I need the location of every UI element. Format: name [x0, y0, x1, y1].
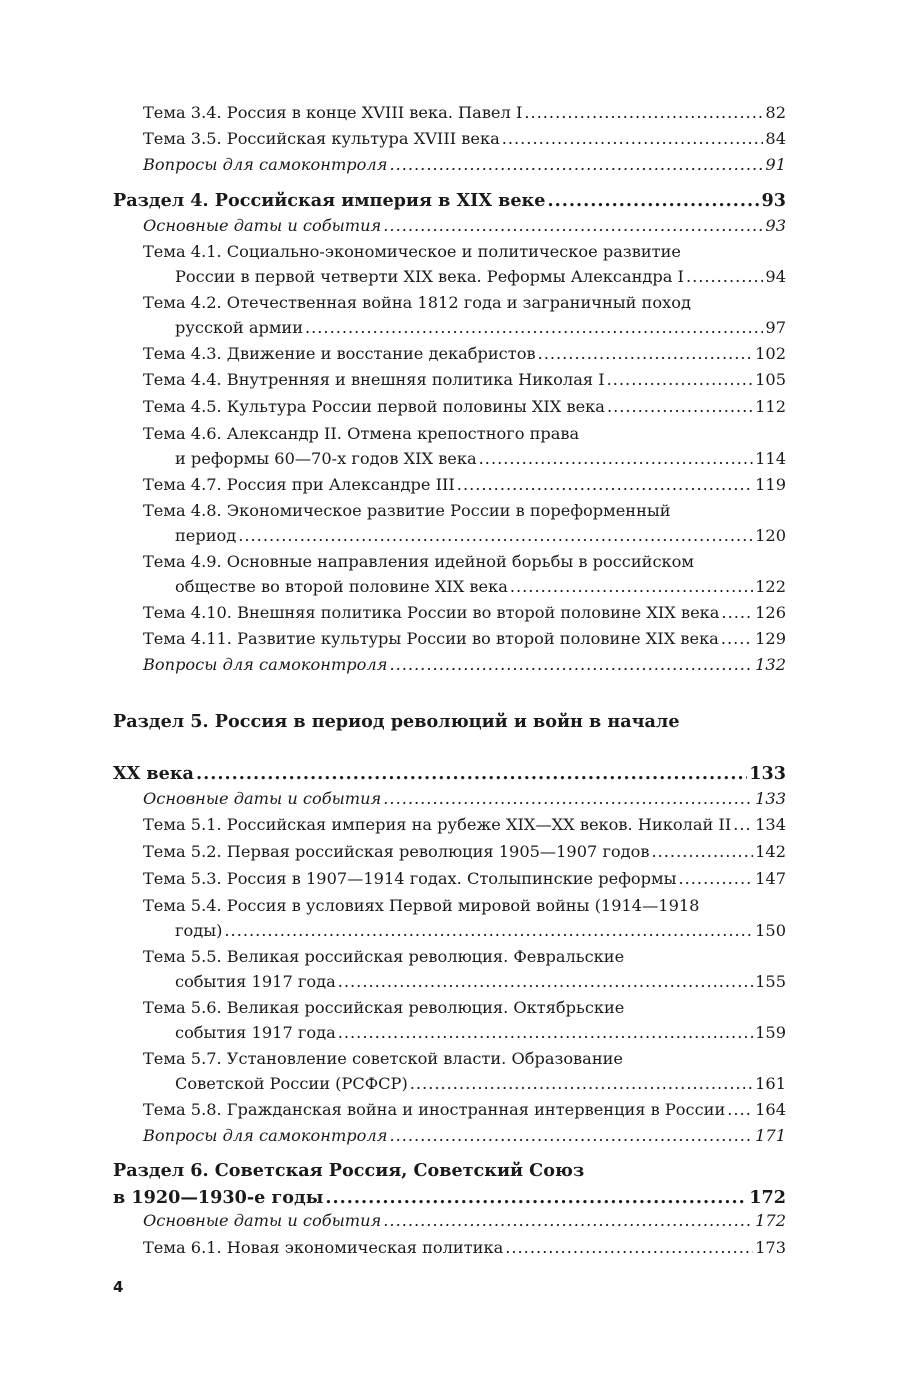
dot-leader — [502, 126, 764, 151]
dot-leader — [733, 812, 753, 837]
toc-line — [113, 446, 786, 471]
dot-leader — [721, 626, 753, 651]
toc-topic[interactable] — [113, 944, 786, 994]
table-of-contents — [113, 0, 786, 1382]
toc-line — [113, 290, 786, 315]
toc-topic[interactable] — [113, 600, 786, 625]
toc-page-number: 120 — [755, 526, 786, 545]
toc-entry-title: Тема 3.4. Россия в конце XVIII века. Павел I — [143, 103, 523, 122]
toc-line — [113, 1184, 786, 1211]
toc-page-number: 102 — [755, 344, 786, 363]
toc-page-number: 150 — [755, 921, 786, 940]
toc-line — [113, 1046, 786, 1071]
toc-line — [113, 944, 786, 969]
toc-topic[interactable] — [113, 995, 786, 1045]
toc-topic[interactable] — [113, 421, 786, 471]
toc-entry-title: русской армии — [175, 318, 303, 337]
dot-leader — [652, 839, 754, 864]
toc-line — [113, 574, 786, 599]
dot-leader — [389, 652, 753, 677]
toc-line — [113, 1157, 786, 1184]
toc-entry-title: Тема 5.3. Россия в 1907—1914 годах. Столыпинские реформы — [143, 869, 677, 888]
toc-topic[interactable] — [113, 239, 786, 289]
dot-leader — [224, 918, 753, 943]
toc-page-number: 82 — [765, 103, 786, 122]
toc-line — [113, 100, 786, 125]
toc-page-number: 172 — [755, 1211, 786, 1230]
toc-note[interactable] — [113, 1208, 786, 1233]
toc-entry-title: Вопросы для самоконтроля — [143, 155, 388, 174]
toc-topic[interactable] — [113, 100, 786, 125]
dot-leader — [325, 1184, 747, 1211]
toc-entry-title: Тема 4.2. Отечественная война 1812 года и заграничный поход — [143, 293, 691, 312]
toc-page-number: 133 — [749, 763, 786, 784]
toc-topic[interactable] — [113, 812, 786, 837]
toc-entry-title: Тема 6.1. Новая экономическая политика — [143, 1238, 504, 1257]
toc-line — [113, 969, 786, 994]
toc-topic[interactable] — [113, 367, 786, 392]
toc-note[interactable] — [113, 786, 786, 811]
toc-line — [113, 1123, 786, 1148]
toc-page-number: 93 — [761, 190, 786, 211]
toc-entry-title: Основные даты и события — [143, 216, 382, 235]
toc-entry-title: обществе во второй половине XIX века — [175, 577, 508, 596]
toc-entry-title: России в первой четверти XIX века. Реформы Александра I — [175, 267, 684, 286]
toc-entry-title: XX века — [113, 763, 194, 784]
toc-topic[interactable] — [113, 126, 786, 151]
toc-topic[interactable] — [113, 626, 786, 651]
toc-line — [113, 995, 786, 1020]
toc-entry-title: Тема 3.5. Российская культура XVIII века — [143, 129, 500, 148]
toc-page-number: 147 — [755, 869, 786, 888]
dot-leader — [338, 969, 753, 994]
toc-page-number: 93 — [765, 216, 786, 235]
toc-entry-title: Раздел 6. Советская Россия, Советский Союз — [113, 1160, 585, 1181]
toc-line — [113, 341, 786, 366]
toc-line — [113, 1097, 786, 1122]
toc-entry-title: Раздел 4. Российская империя в XIX веке — [113, 190, 546, 211]
toc-page-number: 155 — [755, 972, 786, 991]
dot-leader — [607, 367, 753, 392]
toc-line — [113, 1235, 786, 1260]
toc-entry-title: Тема 5.1. Российская империя на рубеже XIX—XX веков. Николай II — [143, 815, 732, 834]
toc-line — [113, 126, 786, 151]
toc-line — [113, 264, 786, 289]
toc-topic[interactable] — [113, 866, 786, 891]
toc-topic[interactable] — [113, 498, 786, 548]
toc-entry-title: годы) — [175, 921, 223, 940]
dot-leader — [383, 786, 753, 811]
toc-entry-title: Тема 5.7. Установление советской власти. Образование — [143, 1049, 623, 1068]
toc-topic[interactable] — [113, 341, 786, 366]
toc-entry-title: Вопросы для самоконтроля — [143, 1126, 388, 1145]
toc-page-number: 112 — [755, 397, 786, 416]
dot-leader — [383, 1208, 753, 1233]
toc-line — [113, 498, 786, 523]
toc-entry-title: Тема 4.4. Внутренняя и внешняя политика Николая I — [143, 370, 605, 389]
toc-line — [113, 213, 786, 238]
toc-line — [113, 812, 786, 837]
toc-topic[interactable] — [113, 549, 786, 599]
toc-line — [113, 600, 786, 625]
toc-section[interactable] — [113, 708, 786, 735]
page-number: 4 — [113, 1278, 124, 1296]
toc-page-number: 91 — [765, 155, 786, 174]
toc-line — [113, 523, 786, 548]
toc-page-number: 94 — [765, 267, 786, 286]
dot-leader — [547, 187, 759, 214]
toc-entry-title: Тема 4.3. Движение и восстание декабристов — [143, 344, 536, 363]
toc-line — [113, 367, 786, 392]
dot-leader — [196, 760, 747, 787]
toc-entry-title: Вопросы для самоконтроля — [143, 655, 388, 674]
toc-line — [113, 786, 786, 811]
toc-line — [113, 394, 786, 419]
toc-line — [113, 1020, 786, 1045]
dot-leader — [389, 152, 763, 177]
toc-line — [113, 421, 786, 446]
toc-line — [113, 549, 786, 574]
toc-page-number: 164 — [755, 1100, 786, 1119]
toc-entry-title: Тема 4.10. Внешняя политика России во второй половине XIX века — [143, 603, 720, 622]
toc-entry-title: Тема 4.7. Россия при Александре III — [143, 475, 455, 494]
toc-entry-title: Основные даты и события — [143, 789, 382, 808]
toc-entry-title: Тема 4.6. Александр II. Отмена крепостного права — [143, 424, 580, 443]
toc-page-number: 142 — [755, 842, 786, 861]
toc-entry-title: Раздел 5. Россия в период революций и войн в начале — [113, 711, 680, 732]
toc-line — [113, 1208, 786, 1233]
toc-entry-title: Тема 4.11. Развитие культуры России во второй половине XIX века — [143, 629, 719, 648]
dot-leader — [389, 1123, 753, 1148]
toc-line — [113, 626, 786, 651]
dot-leader — [607, 394, 753, 419]
toc-topic[interactable] — [113, 394, 786, 419]
toc-page-number: 126 — [755, 603, 786, 622]
toc-page-number: 97 — [765, 318, 786, 337]
dot-leader — [686, 264, 763, 289]
toc-line — [113, 152, 786, 177]
toc-entry-title: Тема 5.6. Великая российская революция. Октябрьские — [143, 998, 625, 1017]
toc-entry-title: Тема 5.4. Россия в условиях Первой мировой войны (1914—1918 — [143, 896, 700, 915]
toc-entry-title: и реформы 60—70-х годов XIX века — [175, 449, 477, 468]
dot-leader — [727, 1097, 753, 1122]
toc-line — [113, 1071, 786, 1096]
dot-leader — [538, 341, 754, 366]
dot-leader — [510, 574, 753, 599]
toc-page-number: 132 — [755, 655, 786, 674]
dot-leader — [338, 1020, 753, 1045]
dot-leader — [410, 1071, 753, 1096]
toc-page-number: 114 — [755, 449, 786, 468]
toc-page-number: 129 — [755, 629, 786, 648]
dot-leader — [505, 1235, 753, 1260]
toc-entry-title: в 1920—1930-е годы — [113, 1187, 324, 1208]
toc-topic[interactable] — [113, 1235, 786, 1260]
dot-leader — [383, 213, 763, 238]
dot-leader — [305, 315, 763, 340]
toc-entry-title: события 1917 года — [175, 972, 336, 991]
toc-entry-title: период — [175, 526, 237, 545]
toc-line — [113, 239, 786, 264]
toc-entry-title: Тема 4.1. Социально-экономическое и политическое развитие — [143, 242, 681, 261]
toc-line — [113, 760, 786, 787]
toc-line — [113, 918, 786, 943]
toc-line — [113, 472, 786, 497]
toc-line — [113, 708, 786, 735]
toc-page-number: 84 — [765, 129, 786, 148]
toc-line — [113, 839, 786, 864]
toc-entry-title: Тема 4.9. Основные направления идейной борьбы в российском — [143, 552, 694, 571]
toc-topic[interactable] — [113, 839, 786, 864]
toc-topic[interactable] — [113, 893, 786, 943]
toc-section[interactable] — [113, 187, 786, 214]
dot-leader — [238, 523, 753, 548]
toc-page-number: 134 — [755, 815, 786, 834]
toc-page-number: 161 — [755, 1074, 786, 1093]
toc-page-number: 173 — [755, 1238, 786, 1257]
dot-leader — [721, 600, 753, 625]
toc-topic[interactable] — [113, 472, 786, 497]
toc-entry-title: Тема 5.2. Первая российская революция 1905—1907 годов — [143, 842, 650, 861]
toc-topic[interactable] — [113, 1097, 786, 1122]
dot-leader — [678, 866, 753, 891]
toc-note[interactable] — [113, 1123, 786, 1148]
toc-page-number: 172 — [749, 1187, 786, 1208]
toc-line — [113, 893, 786, 918]
toc-entry-title: события 1917 года — [175, 1023, 336, 1042]
toc-page-number: 122 — [755, 577, 786, 596]
toc-line — [113, 187, 786, 214]
toc-entry-title: Тема 5.8. Гражданская война и иностранная интервенция в России — [143, 1100, 726, 1119]
toc-line — [113, 866, 786, 891]
dot-leader — [524, 100, 763, 125]
toc-entry-title: Тема 4.8. Экономическое развитие России в пореформенный — [143, 501, 671, 520]
dot-leader — [457, 472, 753, 497]
toc-page-number: 105 — [755, 370, 786, 389]
toc-note[interactable] — [113, 213, 786, 238]
toc-entry-title: Основные даты и события — [143, 1211, 382, 1230]
toc-entry-title: Тема 4.5. Культура России первой половины XIX века — [143, 397, 605, 416]
toc-entry-title: Советской России (РСФСР) — [175, 1074, 408, 1093]
toc-topic[interactable] — [113, 1046, 786, 1096]
toc-note[interactable] — [113, 152, 786, 177]
toc-page-number: 159 — [755, 1023, 786, 1042]
toc-line — [113, 652, 786, 677]
toc-note[interactable] — [113, 652, 786, 677]
toc-section[interactable] — [113, 1157, 786, 1211]
dot-leader — [479, 446, 753, 471]
toc-entry-title: Тема 5.5. Великая российская революция. Февральские — [143, 947, 625, 966]
toc-line — [113, 315, 786, 340]
toc-topic[interactable] — [113, 290, 786, 340]
toc-page-number: 133 — [755, 789, 786, 808]
toc-page-number: 171 — [755, 1126, 786, 1145]
toc-section[interactable] — [113, 760, 786, 787]
toc-page-number: 119 — [755, 475, 786, 494]
